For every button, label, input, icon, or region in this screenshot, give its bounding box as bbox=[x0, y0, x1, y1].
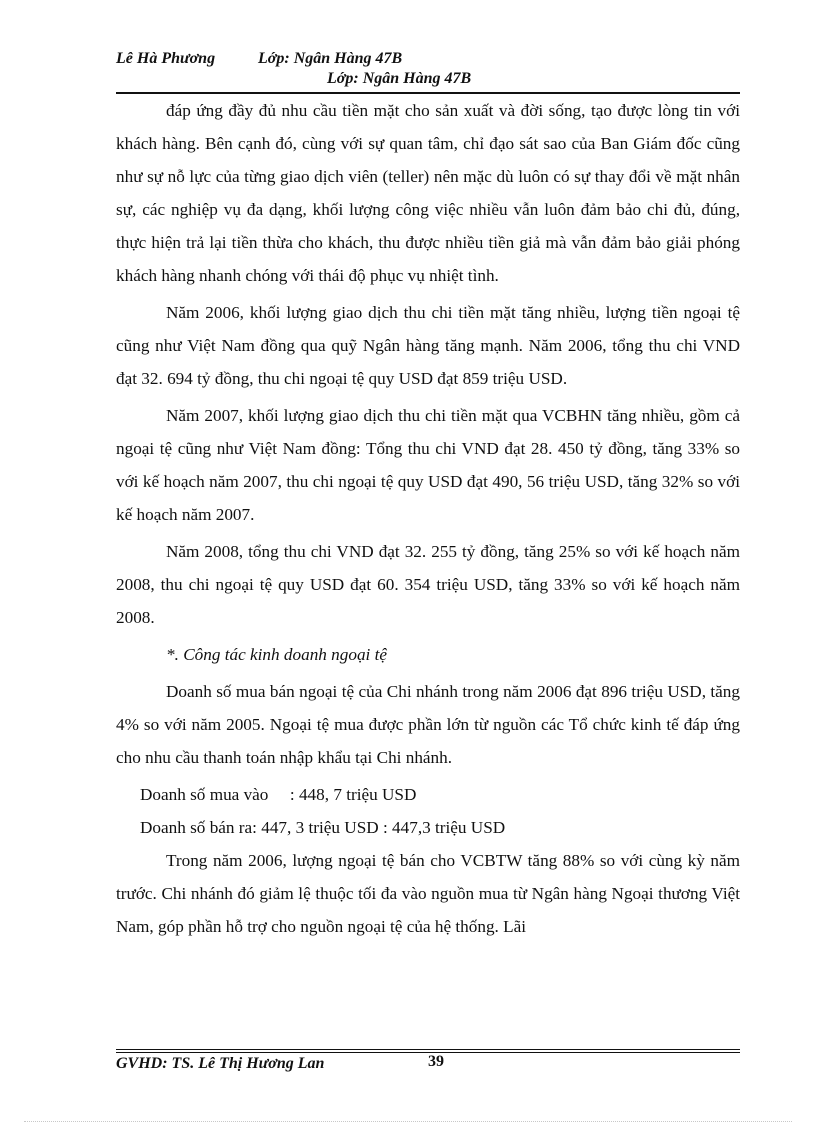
footer-rule-top bbox=[116, 1049, 740, 1050]
paragraph-cash-service: đáp ứng đầy đủ nhu cầu tiền mặt cho sản xuất và đời sống, tạo được lòng tin với khách hàng. Bên cạnh đó, cùng với sự quan tâm, chỉ đạo sát sao của Ban Giám đốc cũng như sự nỗ lực của từng giao dịch viên (teller) nên mặc dù luôn có sự thay đổi về mặt nhân sự, các nghiệp vụ đa dạng, khối lượng công việc nhiều vẫn luôn đảm bảo chi đủ, đúng, thực hiện trả lại tiền thừa cho khách, thu được nhiều tiền giả mà vẫn đảm bảo giải phóng khách hàng nhanh chóng với thái độ phục vụ nhiệt tình. bbox=[116, 101, 740, 285]
paragraph-2008: Năm 2008, tổng thu chi VND đạt 32. 255 tỷ đồng, tăng 25% so với kế hoạch năm 2008, thu chi ngoại tệ quy USD đạt 60. 354 triệu USD, tăng 33% so với kế hoạch năm 2008. bbox=[116, 542, 740, 627]
paragraph-forex: Doanh số mua bán ngoại tệ của Chi nhánh trong năm 2006 đạt 896 triệu USD, tăng 4% so với năm 2005. Ngoại tệ mua được phần lớn từ nguồn các Tổ chức kinh tế đáp ứng cho nhu cầu thanh toán nhập khẩu tại Chi nhánh. bbox=[116, 682, 740, 767]
paragraph-2006: Năm 2006, khối lượng giao dịch thu chi tiền mặt tăng nhiều, lượng tiền ngoại tệ cũng như Việt Nam đồng qua quỹ Ngân hàng tăng mạnh. Năm 2006, tổng thu chi VND đạt 32. 694 tỷ đồng, thu chi ngoại tệ quy USD đạt 859 triệu USD. bbox=[116, 303, 740, 388]
stat-line-buy: Doanh số mua vào : 448, 7 triệu USD bbox=[140, 785, 417, 804]
section-subheading: *. Công tác kinh doanh ngoại tệ bbox=[166, 645, 388, 664]
header-class: Lớp: Ngân Hàng 47B bbox=[258, 50, 403, 67]
paragraph-vcbtw: Trong năm 2006, lượng ngoại tệ bán cho VCBTW tăng 88% so với cùng kỳ năm trước. Chi nhánh đó giảm lệ thuộc tối đa vào nguồn mua từ Ngân hàng Ngoại thương Việt Nam, góp phần hỗ trợ cho nguồn ngoại tệ của hệ thống. Lãi bbox=[116, 851, 740, 936]
header-author: Lê Hà Phương bbox=[116, 50, 216, 67]
footer-supervisor: GVHD: TS. Lê Thị Hương Lan bbox=[116, 1055, 325, 1072]
page-edge-dots bbox=[24, 1121, 792, 1122]
header-class-centered: Lớp: Ngân Hàng 47B bbox=[327, 70, 472, 87]
paragraph-2007: Năm 2007, khối lượng giao dịch thu chi tiền mặt qua VCBHN tăng nhiều, gồm cả ngoại tệ cũng như Việt Nam đồng: Tổng thu chi VND đạt 28. 450 tỷ đồng, tăng 33% so với kế hoạch năm 2007, thu chi ngoại tệ quy USD đạt 490, 56 triệu USD, tăng 32% so với kế hoạch năm 2007. bbox=[116, 406, 740, 524]
stat-line-sell: Doanh số bán ra: 447, 3 triệu USD : 447,3 triệu USD bbox=[140, 818, 506, 837]
page-number: 39 bbox=[428, 1053, 444, 1070]
page-body bbox=[116, 94, 740, 947]
